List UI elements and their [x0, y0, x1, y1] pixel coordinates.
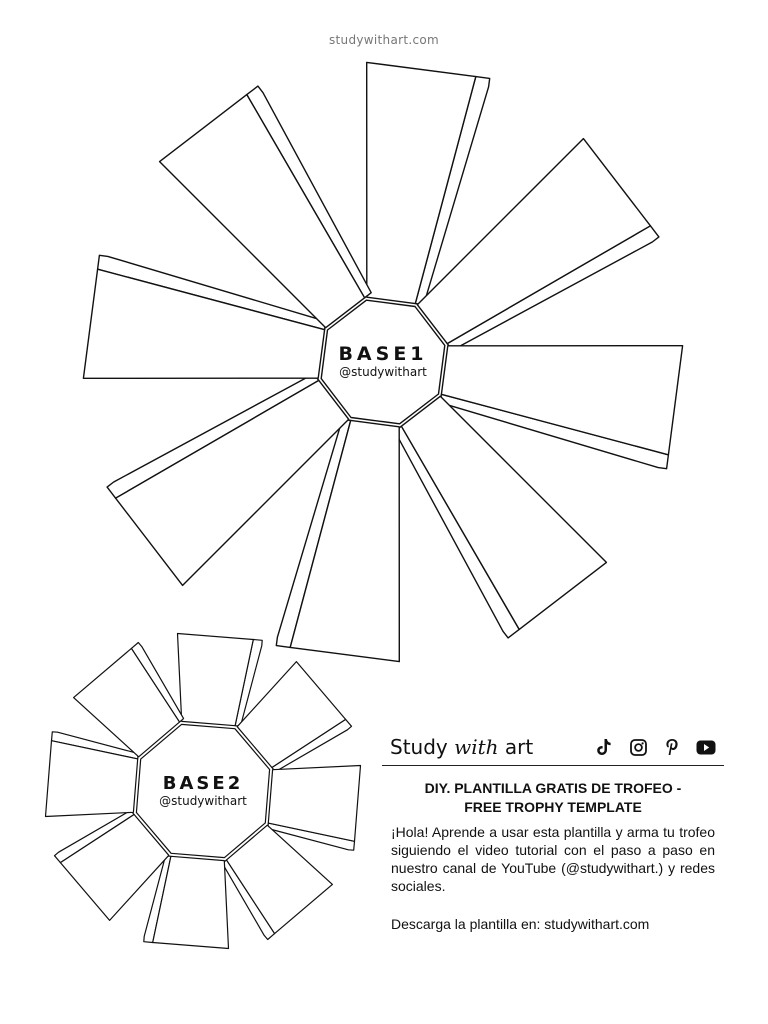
template-title-line1: DIY. PLANTILLA GRATIS DE TROFEO -: [424, 780, 682, 796]
site-url: studywithart.com: [329, 33, 439, 47]
template-title-line2: FREE TROPHY TEMPLATE: [464, 799, 642, 815]
download-note: Descarga la plantilla en: studywithart.com: [391, 916, 650, 932]
brand-text-with: with: [454, 735, 499, 759]
brand-text-study: Study: [390, 735, 455, 759]
base2-label: BASE2: [162, 773, 244, 794]
base2-handle: @studywithart: [159, 794, 247, 808]
brand-logo: [390, 735, 533, 759]
pinterest-icon[interactable]: [661, 736, 683, 758]
template-description: ¡Hola! Aprende a usar esta plantilla y arma tu trofeo siguiendo el video tutorial con el paso a paso en nuestro canal de YouTube (@studywithart.) y redes sociales.: [391, 824, 715, 894]
brand-divider: [382, 765, 724, 766]
youtube-icon[interactable]: [695, 736, 717, 758]
base1-handle: @studywithart: [339, 365, 427, 379]
brand-text-art: art: [498, 735, 534, 759]
instagram-icon[interactable]: [627, 736, 649, 758]
social-links: [593, 736, 717, 758]
tiktok-icon[interactable]: [593, 736, 615, 758]
base1-label: BASE1: [338, 343, 428, 365]
template-title: [382, 779, 724, 817]
